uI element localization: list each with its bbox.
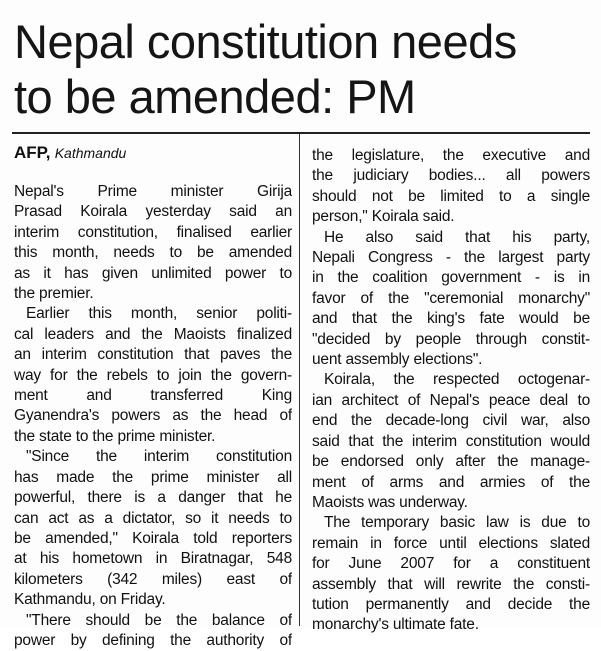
article-line: remain in force until elections slated (312, 534, 590, 552)
article-line: Kathmandu, on Friday. (14, 591, 166, 609)
article-line: the state to the prime minister. (14, 427, 216, 445)
article-line: this month, needs to be amended (14, 244, 292, 262)
article-line: Nepali Congress - the largest party (312, 249, 590, 267)
article-line: "decided by people through constit- (312, 330, 590, 348)
article-line: kilometers (342 miles) east of (14, 570, 292, 588)
article-line: way for the rebels to join the govern- (14, 366, 292, 384)
article-line: be amended," Koirala told reporters (14, 529, 292, 547)
article-line: powerful, there is a danger that he (14, 489, 292, 507)
article-column-left (14, 182, 292, 651)
article-line: in the coalition government - is in (312, 269, 590, 287)
headline-rule (12, 132, 590, 134)
article-line: He also said that his party, (324, 228, 590, 246)
article-line: "There should be the balance of (26, 611, 292, 629)
article-line: power by defining the authority of (14, 631, 292, 649)
headline-line-2: to be amended: PM (14, 70, 416, 123)
article-line: interim constitution, finalised earlier (14, 223, 292, 241)
article-line: ian architect of Nepal's peace deal to (312, 391, 590, 409)
byline-location: Kathmandu (54, 145, 127, 161)
article-line: monarchy's ultimate fate. (312, 616, 479, 634)
article-line: assembly that will rewrite the consti- (312, 575, 590, 593)
article-line: has made the prime minister all (14, 468, 292, 486)
article-line: Gyanendra's powers as the head of (14, 407, 292, 425)
article-line: tution permanently and decide the (312, 595, 590, 613)
article-column-right (312, 146, 590, 636)
article-line: ment of arms and armies of the (312, 473, 590, 491)
article-line: Prasad Koirala yesterday said an (14, 203, 292, 221)
article-line: can act as a dictator, so it needs to (14, 509, 292, 527)
headline-line-1: Nepal constitution needs (14, 15, 517, 68)
article-line: at his hometown in Biratnagar, 548 (14, 550, 292, 568)
article-line: uent assembly elections". (312, 351, 483, 369)
article-line: end the decade-long civil war, also (312, 412, 590, 430)
column-divider (299, 134, 300, 626)
article-line: Maoists was underway. (312, 493, 468, 511)
article-line: Koirala, the respected octogenar- (324, 371, 590, 389)
article-line: Earlier this month, senior politi- (26, 305, 292, 323)
article-line: "Since the interim constitution (26, 448, 292, 466)
article-line: as it has given unlimited power to (14, 264, 292, 282)
article-line: person," Koirala said. (312, 208, 455, 226)
article-line: the judiciary bodies... all powers (312, 167, 590, 185)
article-line: said that the interim constitution would (312, 432, 590, 450)
article-line: ment and transferred King (14, 387, 292, 405)
byline (14, 143, 126, 163)
headline (14, 14, 594, 124)
article-line: favor of the "ceremonial monarchy" (312, 289, 590, 307)
article-line: should not be limited to a single (312, 187, 590, 205)
byline-source: AFP, (14, 143, 51, 162)
article-line: and that the king's fate would be (312, 310, 590, 328)
article-line: be endorsed only after the manage- (312, 453, 590, 471)
article-line: Nepal's Prime minister Girija (14, 183, 292, 200)
article-line: the legislature, the executive and (312, 147, 590, 164)
article-line: The temporary basic law is due to (324, 514, 590, 532)
article-line: an interim constitution that paves the (14, 346, 292, 364)
article-line: cal leaders and the Maoists finalized (14, 325, 292, 343)
article-line: the premier. (14, 285, 94, 303)
article-line: for June 2007 for a constituent (312, 555, 590, 573)
